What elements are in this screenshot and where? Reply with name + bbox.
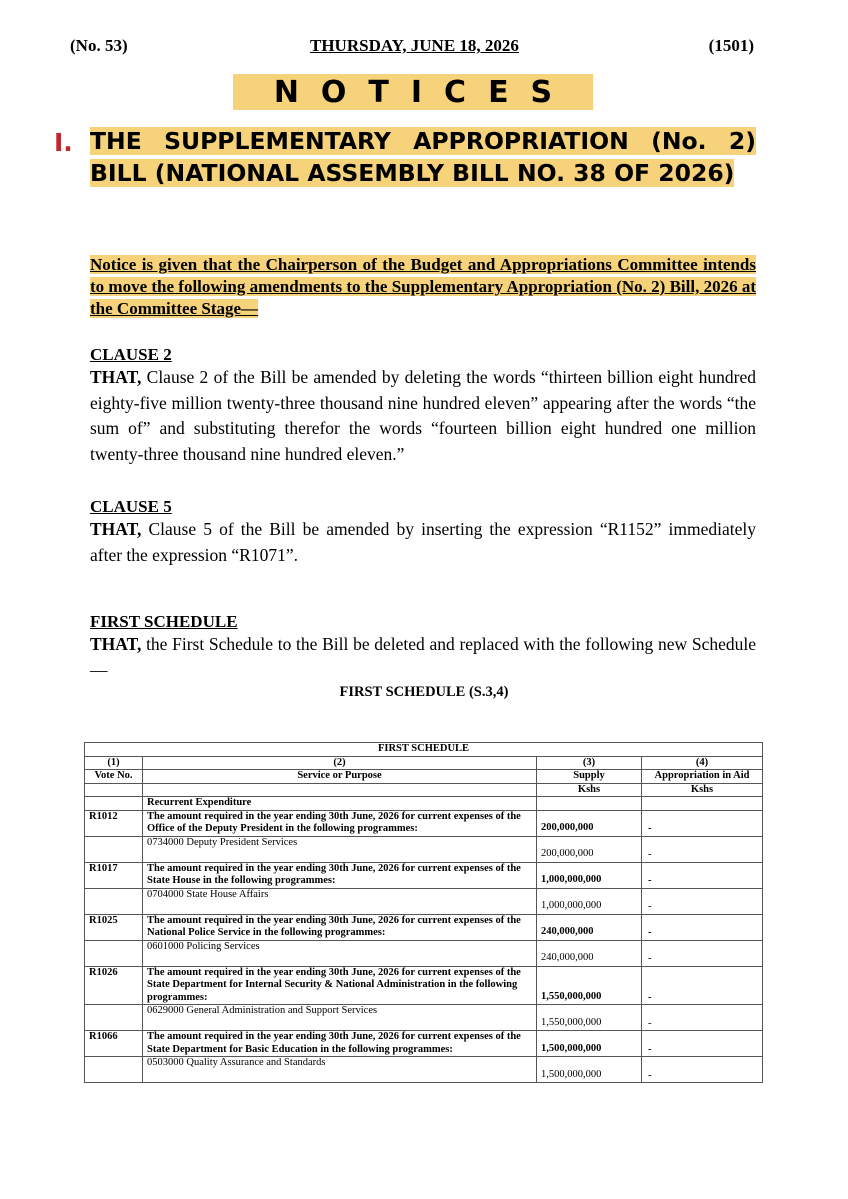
first-schedule-lead: THAT, xyxy=(90,634,142,654)
issue-date: THURSDAY, JUNE 18, 2026 xyxy=(310,36,519,55)
vote-number: R1025 xyxy=(85,914,143,940)
schedule-table xyxy=(84,742,763,1083)
vote-aia: - xyxy=(642,810,763,836)
programme-supply: 1,500,000,000 xyxy=(537,1057,642,1083)
notice-text xyxy=(90,254,756,320)
vote-aia: - xyxy=(642,1031,763,1057)
notice-text-content: Notice is given that the Chairperson of the Budget and Appropriations Committee intends to move the following amendments to the Supplementary Appropriation (No. 2) Bill, 2026 at the Committee Stage— xyxy=(90,255,756,318)
vote-aia: - xyxy=(642,862,763,888)
programme-supply: 1,550,000,000 xyxy=(537,1005,642,1031)
programme-aia: - xyxy=(642,940,763,966)
table-row-programme xyxy=(85,1005,763,1031)
clause-5-lead: THAT, xyxy=(90,519,142,539)
unit-cell xyxy=(85,783,143,797)
clause-2-heading: CLAUSE 2 xyxy=(90,345,172,364)
clause-2-lead: THAT, xyxy=(90,367,142,387)
table-row-programme xyxy=(85,940,763,966)
table-row xyxy=(85,1031,763,1057)
table-row-programme xyxy=(85,888,763,914)
vote-number: R1026 xyxy=(85,966,143,1005)
table-title: FIRST SCHEDULE xyxy=(85,743,763,757)
section-title xyxy=(90,125,756,189)
table-row-programme xyxy=(85,1057,763,1083)
programme-supply: 240,000,000 xyxy=(537,940,642,966)
col-number: (1) xyxy=(85,756,143,770)
col-header-aia: Appropriation in Aid xyxy=(642,770,763,784)
page-header xyxy=(70,36,754,60)
vote-number: R1066 xyxy=(85,1031,143,1057)
vote-purpose: The amount required in the year ending 30th June, 2026 for current expenses of the State Department for Basic Education in the following programmes: xyxy=(143,1031,537,1057)
section-title-text: THE SUPPLEMENTARY APPROPRIATION (No. 2) BILL (NATIONAL ASSEMBLY BILL NO. 38 OF 2026) xyxy=(90,127,756,187)
clause-5-heading: CLAUSE 5 xyxy=(90,497,172,516)
vote-number: R1017 xyxy=(85,862,143,888)
section-label-row xyxy=(85,797,763,811)
table-row xyxy=(85,810,763,836)
clause-5-body: Clause 5 of the Bill be amended by inserting the expression “R1152” immediately after the expression “R1071”. xyxy=(90,519,756,565)
col-header-supply: Supply xyxy=(537,770,642,784)
vote-supply: 1,000,000,000 xyxy=(537,862,642,888)
programme-aia: - xyxy=(642,1005,763,1031)
first-schedule-body: the First Schedule to the Bill be deleted and replaced with the following new Schedule— xyxy=(90,634,756,680)
col-number: (4) xyxy=(642,756,763,770)
table-row xyxy=(85,966,763,1005)
vote-purpose: The amount required in the year ending 30th June, 2026 for current expenses of the State House in the following programmes: xyxy=(143,862,537,888)
clause-2-text xyxy=(90,365,756,467)
vote-purpose: The amount required in the year ending 30th June, 2026 for current expenses of the Office of the Deputy President in the following programmes: xyxy=(143,810,537,836)
programme-aia: - xyxy=(642,888,763,914)
programme-name: 0601000 Policing Services xyxy=(143,940,537,966)
vote-number: R1012 xyxy=(85,810,143,836)
page-number: (1501) xyxy=(708,36,754,55)
programme-name: 0503000 Quality Assurance and Standards xyxy=(143,1057,537,1083)
first-schedule-text xyxy=(90,632,756,683)
programme-aia: - xyxy=(642,836,763,862)
col-header-purpose: Service or Purpose xyxy=(143,770,537,784)
programme-supply: 200,000,000 xyxy=(537,836,642,862)
unit-supply: Kshs xyxy=(537,783,642,797)
column-number-row xyxy=(85,756,763,770)
programme-supply: 1,000,000,000 xyxy=(537,888,642,914)
programme-name: 0734000 Deputy President Services xyxy=(143,836,537,862)
schedule-caption: FIRST SCHEDULE (S.3,4) xyxy=(339,684,509,700)
vote-purpose: The amount required in the year ending 30th June, 2026 for current expenses of the State Department for Internal Security & National Administration in the following programmes: xyxy=(143,966,537,1005)
col-number: (3) xyxy=(537,756,642,770)
vote-aia: - xyxy=(642,966,763,1005)
notices-banner: NOTICES xyxy=(233,74,593,110)
table-row xyxy=(85,862,763,888)
col-number: (2) xyxy=(143,756,537,770)
unit-aia: Kshs xyxy=(642,783,763,797)
column-header-row xyxy=(85,770,763,784)
col-header-vote: Vote No. xyxy=(85,770,143,784)
table-title-row xyxy=(85,743,763,757)
clause-5-text xyxy=(90,517,756,568)
clause-2-body: Clause 2 of the Bill be amended by deleting the words “thirteen billion eight hundred eighty-five million twenty-three thousand nine hundred eleven” appearing after the words “the sum of” and substituting therefor the words “fourteen billion eight hundred one million twenty-three thousand nine hundred eleven.” xyxy=(90,367,756,464)
section-number: I. xyxy=(54,128,73,157)
programme-name: 0629000 General Administration and Support Services xyxy=(143,1005,537,1031)
first-schedule-heading: FIRST SCHEDULE xyxy=(90,612,238,631)
vote-supply: 240,000,000 xyxy=(537,914,642,940)
section-label: Recurrent Expenditure xyxy=(143,797,537,811)
vote-supply: 1,550,000,000 xyxy=(537,966,642,1005)
table-row-programme xyxy=(85,836,763,862)
vote-supply: 1,500,000,000 xyxy=(537,1031,642,1057)
programme-aia: - xyxy=(642,1057,763,1083)
issue-number: (No. 53) xyxy=(70,36,128,55)
programme-name: 0704000 State House Affairs xyxy=(143,888,537,914)
vote-aia: - xyxy=(642,914,763,940)
vote-purpose: The amount required in the year ending 30th June, 2026 for current expenses of the National Police Service in the following programmes: xyxy=(143,914,537,940)
units-row xyxy=(85,783,763,797)
vote-supply: 200,000,000 xyxy=(537,810,642,836)
table-row xyxy=(85,914,763,940)
unit-cell xyxy=(143,783,537,797)
